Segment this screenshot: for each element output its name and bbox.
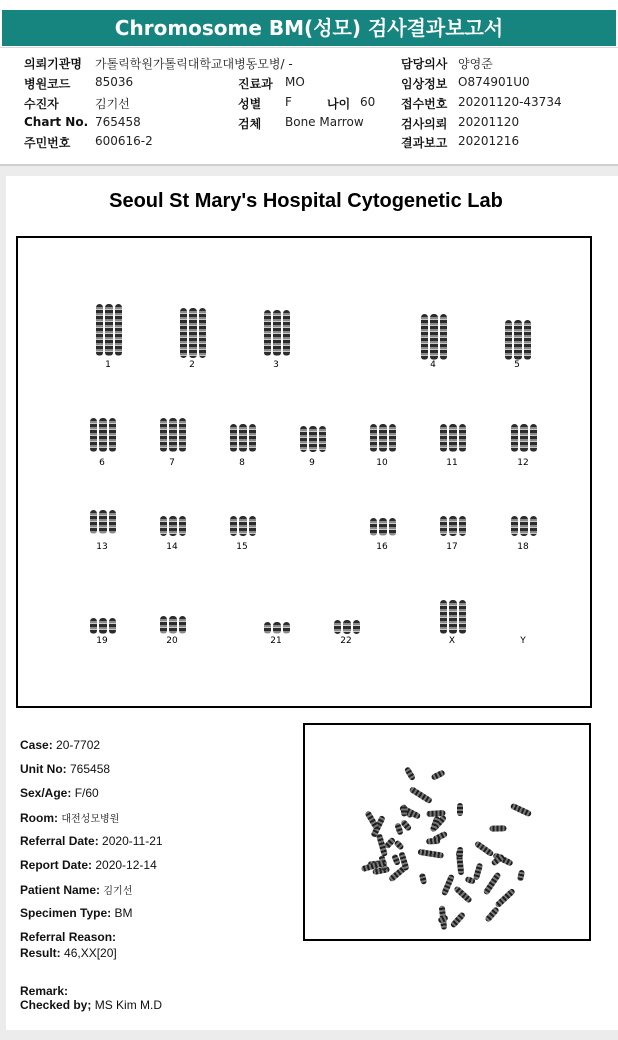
- karyogram: [16, 236, 592, 708]
- chromosome-20: [179, 616, 186, 634]
- request-date-label: 검사의뢰: [401, 117, 448, 131]
- chromosome-X: [450, 600, 457, 634]
- metaphase-chromosome: [474, 840, 495, 857]
- chromosome-8: [240, 424, 247, 452]
- metaphase-chromosome: [418, 849, 444, 859]
- report-title: Chromosome BM(성모) 검사결과보고서: [2, 10, 616, 46]
- chromosome-3: [264, 310, 271, 356]
- chromosome-11: [459, 424, 466, 452]
- chromosome-13: [109, 510, 116, 534]
- metaphase-image: [303, 723, 591, 941]
- age-value: 60: [360, 95, 376, 109]
- chromosome-6: [90, 418, 97, 452]
- chromosome-16: [380, 518, 387, 536]
- report-date-value: 2020-12-14: [95, 858, 157, 872]
- chromosome-3: [274, 310, 281, 356]
- institution-value: 가톨릭학원가톨릭대학교대병동모병/ -: [95, 57, 293, 71]
- chromosome-label: 12: [517, 458, 529, 468]
- result-line: Result: 46,XX[20]: [20, 946, 117, 960]
- age-label: 나이: [327, 97, 351, 111]
- chromosome-label: 9: [309, 458, 315, 468]
- chromosome-1: [96, 304, 103, 356]
- metaphase-chromosome: [457, 847, 464, 859]
- department-label: 진료과: [238, 77, 273, 91]
- referral-date-value: 2020-11-21: [102, 834, 163, 848]
- chromosome-X: [459, 600, 466, 634]
- specimen-type-line: Specimen Type: BM: [20, 906, 133, 920]
- specimen-type-value: BM: [114, 906, 133, 920]
- sexage-value: F/60: [74, 786, 99, 800]
- patient-label: 수진자: [24, 97, 59, 111]
- doctor-label: 담당의사: [401, 57, 448, 71]
- chromosome-10: [389, 424, 396, 452]
- chromosome-9: [310, 426, 317, 452]
- metaphase-chromosome: [404, 767, 416, 782]
- chromosome-21: [264, 622, 271, 634]
- chromosome-label: 16: [376, 542, 388, 552]
- chromosome-label: 2: [189, 360, 195, 370]
- chromosome-13: [90, 510, 97, 534]
- metaphase-chromosome: [409, 786, 433, 804]
- chromosome-21: [274, 622, 281, 634]
- chromosome-16: [389, 518, 396, 536]
- chromosome-22: [344, 620, 351, 634]
- chromosome-22: [334, 620, 341, 634]
- room-value: 대전성모병원: [61, 814, 120, 825]
- doctor-value: 양영준: [458, 57, 493, 71]
- chromosome-label: 22: [340, 636, 352, 646]
- unit-value: 765458: [70, 762, 111, 776]
- chromosome-label: 17: [446, 542, 458, 552]
- chromosome-20: [160, 616, 167, 634]
- chromosome-X: [440, 600, 447, 634]
- chromosome-label: X: [448, 636, 456, 646]
- chromosome-18: [511, 516, 518, 536]
- chromosome-7: [170, 418, 177, 452]
- department-value: MO: [285, 75, 305, 89]
- chromosome-4: [431, 314, 438, 360]
- chromosome-15: [240, 516, 247, 536]
- lab-title: Seoul St Mary's Hospital Cytogenetic Lab: [109, 190, 503, 212]
- metaphase-chromosome: [430, 769, 445, 781]
- metaphase-chromosome: [489, 825, 506, 831]
- case-line: Case: 20-7702: [20, 738, 101, 752]
- unit-line: Unit No: 765458: [20, 762, 111, 776]
- chromosome-5: [524, 320, 531, 360]
- institution-label: 의뢰기관명: [24, 57, 82, 71]
- metaphase-chromosome: [401, 804, 407, 816]
- chromosome-12: [530, 424, 537, 452]
- metaphase-chromosome: [393, 840, 404, 851]
- metaphase-chromosome: [441, 873, 455, 895]
- chromosome-11: [450, 424, 457, 452]
- chromosome-label: 21: [270, 636, 282, 646]
- chromosome-20: [170, 616, 177, 634]
- chromosome-12: [521, 424, 528, 452]
- report-date-line: Report Date: 2020-12-14: [20, 858, 157, 872]
- patient-name-value: 김기선: [103, 886, 133, 897]
- chromosome-label: 6: [99, 458, 105, 468]
- chromosome-8: [249, 424, 256, 452]
- chromosome-label: 5: [514, 360, 520, 370]
- chart-no-value: 765458: [95, 115, 141, 129]
- referral-date-line: Referral Date: 2020-11-21: [20, 834, 163, 848]
- chromosome-label: 7: [169, 458, 175, 468]
- case-value: 20-7702: [56, 738, 101, 752]
- result-value: 46,XX[20]: [64, 946, 117, 960]
- chromosome-15: [249, 516, 256, 536]
- chromosome-label: 13: [96, 542, 108, 552]
- chromosome-6: [109, 418, 116, 452]
- chromosome-5: [515, 320, 522, 360]
- chromosome-11: [440, 424, 447, 452]
- sex-value: F: [285, 95, 292, 109]
- metaphase-chromosome: [517, 869, 525, 881]
- chromosome-label: 8: [239, 458, 245, 468]
- patient-value: 김기선: [95, 97, 130, 111]
- chromosome-label: 18: [517, 542, 529, 552]
- hospital-code-value: 85036: [95, 75, 134, 89]
- hospital-code-label: 병원코드: [24, 77, 71, 91]
- chromosome-1: [115, 304, 122, 356]
- chromosome-22: [353, 620, 360, 634]
- metaphase-chromosome: [494, 887, 516, 908]
- metaphase-chromosome: [449, 912, 465, 929]
- chromosome-12: [511, 424, 518, 452]
- chromosome-14: [179, 516, 186, 536]
- chromosome-label: 10: [376, 458, 388, 468]
- resident-no-value: 600616-2: [95, 134, 153, 148]
- chromosome-5: [505, 320, 512, 360]
- chromosome-9: [319, 426, 326, 452]
- chromosome-19: [109, 618, 116, 634]
- metaphase-chromosome: [464, 876, 476, 885]
- chromosome-7: [160, 418, 167, 452]
- metaphase-chromosome: [510, 802, 532, 817]
- chromosome-1: [106, 304, 113, 356]
- chromosome-17: [450, 516, 457, 536]
- metaphase-chromosome: [454, 885, 474, 903]
- chromosome-label: 4: [430, 360, 436, 370]
- chromosome-2: [180, 308, 187, 358]
- metaphase-chromosome: [426, 838, 441, 845]
- checked-by-line: Checked by; MS Kim M.D: [20, 998, 163, 1012]
- remark-line: Remark:: [20, 984, 69, 998]
- checked-by-value: MS Kim M.D: [94, 998, 163, 1012]
- chromosome-4: [421, 314, 428, 360]
- reception-no-value: 20201120-43734: [458, 95, 562, 109]
- chromosome-label: 19: [96, 636, 108, 646]
- chromosome-7: [179, 418, 186, 452]
- resident-no-label: 주민번호: [24, 136, 71, 150]
- chromosome-10: [370, 424, 377, 452]
- chromosome-14: [160, 516, 167, 536]
- patient-header: [0, 48, 618, 166]
- report-date-value: 20201216: [458, 134, 520, 148]
- metaphase-chromosome: [483, 872, 502, 896]
- chromosome-19: [100, 618, 107, 634]
- chromosome-label: 3: [273, 360, 279, 370]
- chromosome-9: [300, 426, 307, 452]
- chromosome-16: [370, 518, 377, 536]
- room-line: Room: 대전성모병원: [20, 811, 120, 825]
- chromosome-label: 15: [236, 542, 248, 552]
- chromosome-label: 14: [166, 542, 178, 552]
- sexage-line: Sex/Age: F/60: [20, 786, 99, 800]
- referral-reason-line: Referral Reason:: [20, 930, 117, 944]
- chromosome-label: Y: [520, 636, 526, 646]
- chromosome-label: 1: [105, 360, 111, 370]
- chromosome-3: [283, 310, 290, 356]
- metaphase-chromosome: [457, 803, 463, 816]
- chart-no-label: Chart No.: [24, 115, 89, 129]
- reception-no-label: 접수번호: [401, 97, 448, 111]
- chromosome-2: [190, 308, 197, 358]
- chromosome-18: [521, 516, 528, 536]
- report-banner: [0, 0, 618, 48]
- chromosome-15: [230, 516, 237, 536]
- patient-name-line: Patient Name: 김기선: [20, 883, 133, 897]
- clinical-info-label: 임상정보: [401, 77, 448, 91]
- chromosome-19: [90, 618, 97, 634]
- chromosome-8: [230, 424, 237, 452]
- karyotype-report: [6, 176, 618, 1030]
- metaphase-chromosome: [484, 906, 500, 923]
- chromosome-17: [459, 516, 466, 536]
- specimen-label: 검체: [238, 117, 262, 131]
- report-date-label: 결과보고: [401, 136, 448, 150]
- chromosome-17: [440, 516, 447, 536]
- sex-label: 성별: [238, 97, 262, 111]
- request-date-value: 20201120: [458, 115, 520, 129]
- chromosome-label: 11: [446, 458, 458, 468]
- chromosome-label: 20: [166, 636, 178, 646]
- chromosome-14: [170, 516, 177, 536]
- clinical-info-value: O874901U0: [458, 75, 530, 89]
- chromosome-21: [283, 622, 290, 634]
- chromosome-13: [100, 510, 107, 534]
- chromosome-18: [530, 516, 537, 536]
- chromosome-10: [380, 424, 387, 452]
- chromosome-6: [100, 418, 107, 452]
- chromosome-2: [199, 308, 206, 358]
- metaphase-chromosome: [418, 872, 427, 884]
- chromosome-4: [440, 314, 447, 360]
- specimen-value: Bone Marrow: [285, 115, 364, 129]
